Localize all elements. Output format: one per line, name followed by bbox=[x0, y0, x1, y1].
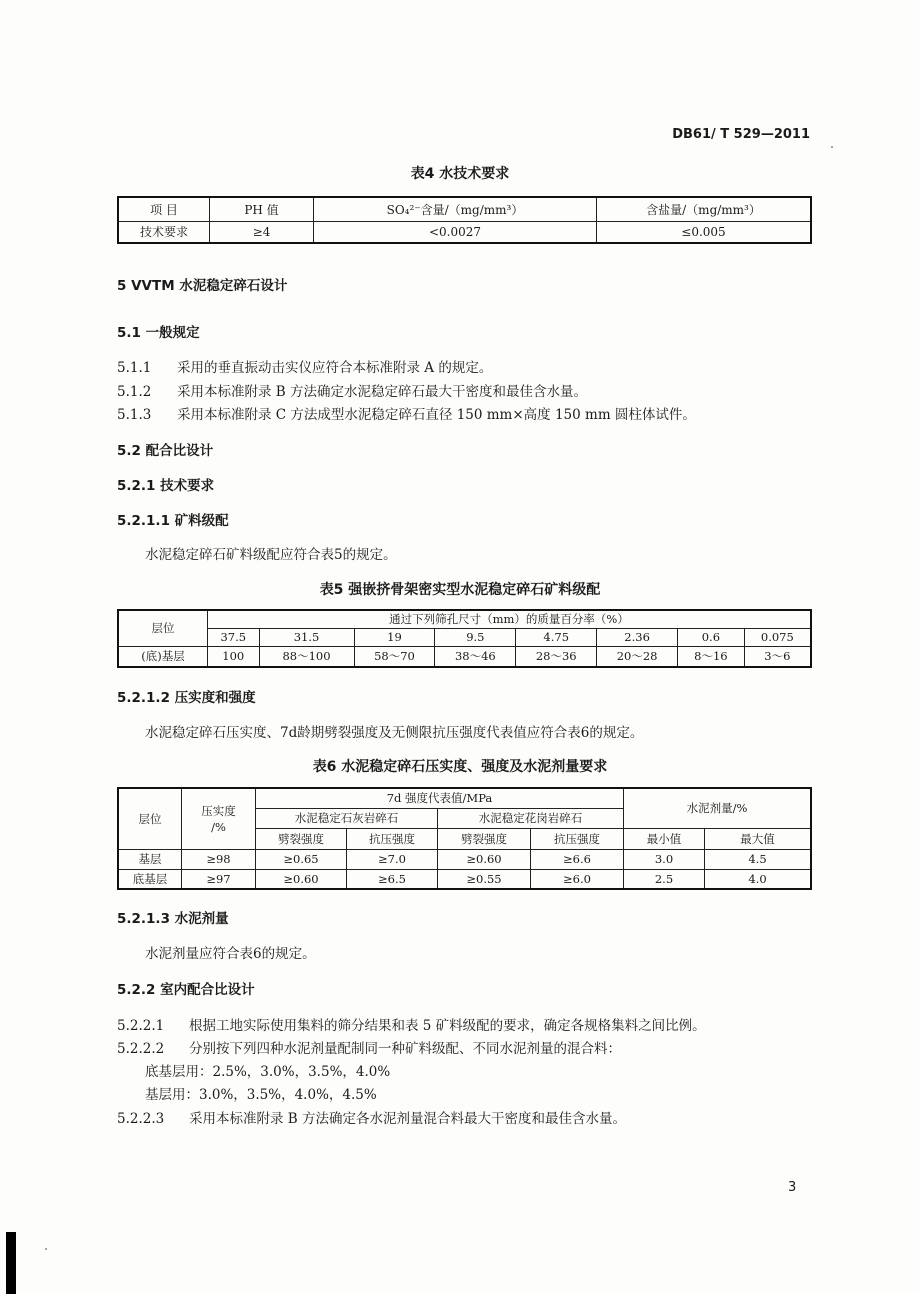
table5-header-group: 通过下列筛孔尺寸（mm）的质量百分率（%） bbox=[208, 610, 812, 628]
scan-edge-mark bbox=[6, 1232, 16, 1294]
clause-number: 5.1.1 bbox=[117, 360, 152, 376]
table6-cell: 3.0 bbox=[624, 849, 705, 869]
table5-sieve: 19 bbox=[354, 628, 435, 646]
clause-number: 5.2.2.1 bbox=[117, 1018, 165, 1034]
table6-cell: ≥0.60 bbox=[438, 849, 531, 869]
table4-cell: 技术要求 bbox=[118, 221, 210, 243]
clause-number: 5.1.2 bbox=[117, 384, 152, 400]
table6-cell: ≥6.6 bbox=[531, 849, 624, 869]
table4-header-item: 项 目 bbox=[118, 197, 210, 221]
table5-cell: 8～16 bbox=[678, 646, 745, 667]
section-5-2-1-heading: 5.2.1 技术要求 bbox=[117, 478, 215, 494]
table5-caption: 表5 强嵌挤骨架密实型水泥稳定碎石矿料级配 bbox=[319, 582, 601, 598]
table5-sieve: 9.5 bbox=[435, 628, 516, 646]
section-5-2-2-heading: 5.2.2 室内配合比设计 bbox=[117, 982, 255, 998]
table6-subheader: 劈裂强度 bbox=[256, 828, 347, 849]
clause-text: 采用的垂直振动击实仪应符合本标准附录 A 的规定。 bbox=[177, 360, 493, 376]
section-5-1-heading: 5.1 一般规定 bbox=[117, 325, 200, 341]
table5-sieve: 2.36 bbox=[597, 628, 678, 646]
table6-subheader: 劈裂强度 bbox=[438, 828, 531, 849]
scan-speck bbox=[831, 146, 833, 148]
table4-header-ph: PH 值 bbox=[210, 197, 314, 221]
clause-5-1-2 bbox=[117, 380, 587, 400]
table6-subheader: 抗压强度 bbox=[347, 828, 438, 849]
section-5-2-1-2-heading: 5.2.1.2 压实度和强度 bbox=[117, 690, 256, 706]
table5-cell: 20～28 bbox=[597, 646, 678, 667]
table4-cell: ≤0.005 bbox=[597, 221, 812, 243]
table6-header-compaction: 压实度 /% bbox=[182, 788, 256, 849]
table4 bbox=[117, 196, 812, 244]
clause-5-2-2-3 bbox=[117, 1107, 626, 1127]
table6 bbox=[117, 787, 812, 890]
table5-cell: 88～100 bbox=[259, 646, 354, 667]
table5-header-layer: 层位 bbox=[118, 610, 208, 646]
table6-cell: ≥0.55 bbox=[438, 869, 531, 889]
clause-number: 5.1.3 bbox=[117, 407, 152, 423]
clause-text: 根据工地实际使用集料的筛分结果和表 5 矿料级配的要求，确定各规格集料之间比例。 bbox=[189, 1018, 706, 1034]
section-5-2-heading: 5.2 配合比设计 bbox=[117, 443, 214, 459]
table6-cell: 2.5 bbox=[624, 869, 705, 889]
strength-paragraph: 水泥稳定碎石压实度、7d龄期劈裂强度及无侧限抗压强度代表值应符合表6的规定。 bbox=[145, 725, 644, 741]
table5-sieve: 0.6 bbox=[678, 628, 745, 646]
table5-cell: 28～36 bbox=[516, 646, 597, 667]
clause-5-2-2-1 bbox=[117, 1014, 706, 1034]
table6-header-granite: 水泥稳定花岗岩碎石 bbox=[438, 808, 624, 828]
table6-cell: ≥6.0 bbox=[531, 869, 624, 889]
table6-header-cement: 水泥剂量/% bbox=[624, 788, 812, 828]
clause-5-1-3 bbox=[117, 403, 696, 423]
table4-caption: 表4 水技术要求 bbox=[410, 166, 510, 182]
table6-header-limestone: 水泥稳定石灰岩碎石 bbox=[256, 808, 438, 828]
table6-cell: 4.5 bbox=[705, 849, 812, 869]
table5-row-label: (底)基层 bbox=[118, 646, 208, 667]
cement-paragraph: 水泥剂量应符合表6的规定。 bbox=[145, 946, 316, 962]
table5-sieve: 4.75 bbox=[516, 628, 597, 646]
table5-cell: 58～70 bbox=[354, 646, 435, 667]
table5-cell: 38～46 bbox=[435, 646, 516, 667]
table4-cell: ≥4 bbox=[210, 221, 314, 243]
table6-header-strength: 7d 强度代表值/MPa bbox=[256, 788, 624, 808]
page-number: 3 bbox=[788, 1180, 797, 1195]
table6-subheader: 最大值 bbox=[705, 828, 812, 849]
table6-cell: ≥6.5 bbox=[347, 869, 438, 889]
table5-cell: 100 bbox=[208, 646, 260, 667]
gradation-paragraph: 水泥稳定碎石矿料级配应符合表5的规定。 bbox=[145, 547, 397, 563]
section-5-2-1-1-heading: 5.2.1.1 矿料级配 bbox=[117, 513, 229, 529]
section-5-2-1-3-heading: 5.2.1.3 水泥剂量 bbox=[117, 911, 229, 927]
clause-5-1-1 bbox=[117, 356, 492, 376]
sub-base-dosages: 底基层用：2.5%，3.0%，3.5%，4.0% bbox=[145, 1064, 391, 1080]
clause-text: 采用本标准附录 C 方法成型水泥稳定碎石直径 150 mm×高度 150 mm 圆柱体试件。 bbox=[177, 407, 696, 423]
table6-cell: 基层 bbox=[118, 849, 182, 869]
table4-header-salt: 含盐量/（mg/mm³） bbox=[597, 197, 812, 221]
table6-caption: 表6 水泥稳定碎石压实度、强度及水泥剂量要求 bbox=[312, 759, 608, 775]
table6-cell: ≥98 bbox=[182, 849, 256, 869]
table6-cell: 4.0 bbox=[705, 869, 812, 889]
table6-cell: ≥0.60 bbox=[256, 869, 347, 889]
table6-subheader: 最小值 bbox=[624, 828, 705, 849]
table5-sieve: 31.5 bbox=[259, 628, 354, 646]
table4-header-so4: SO₄²⁻含量/（mg/mm³） bbox=[314, 197, 597, 221]
table6-cell: 底基层 bbox=[118, 869, 182, 889]
clause-5-2-2-2 bbox=[117, 1037, 621, 1057]
section-5-heading: 5 VVTM 水泥稳定碎石设计 bbox=[117, 278, 288, 294]
table5-sieve: 37.5 bbox=[208, 628, 260, 646]
table5-sieve: 0.075 bbox=[744, 628, 811, 646]
base-dosages: 基层用：3.0%，3.5%，4.0%，4.5% bbox=[145, 1087, 377, 1103]
table6-cell: ≥7.0 bbox=[347, 849, 438, 869]
table6-subheader: 抗压强度 bbox=[531, 828, 624, 849]
table4-cell: <0.0027 bbox=[314, 221, 597, 243]
clause-text: 采用本标准附录 B 方法确定各水泥剂量混合料最大干密度和最佳含水量。 bbox=[189, 1111, 627, 1127]
clause-number: 5.2.2.2 bbox=[117, 1041, 165, 1057]
standard-code: DB61/ T 529—2011 bbox=[672, 127, 810, 142]
clause-text: 采用本标准附录 B 方法确定水泥稳定碎石最大干密度和最佳含水量。 bbox=[177, 384, 588, 400]
clause-number: 5.2.2.3 bbox=[117, 1111, 165, 1127]
table6-header-layer: 层位 bbox=[118, 788, 182, 849]
table6-cell: ≥0.65 bbox=[256, 849, 347, 869]
clause-text: 分别按下列四种水泥剂量配制同一种矿料级配、不同水泥剂量的混合料： bbox=[189, 1041, 621, 1057]
table6-cell: ≥97 bbox=[182, 869, 256, 889]
scan-speck bbox=[45, 1248, 47, 1250]
table5-cell: 3～6 bbox=[744, 646, 811, 667]
table5 bbox=[117, 609, 812, 668]
